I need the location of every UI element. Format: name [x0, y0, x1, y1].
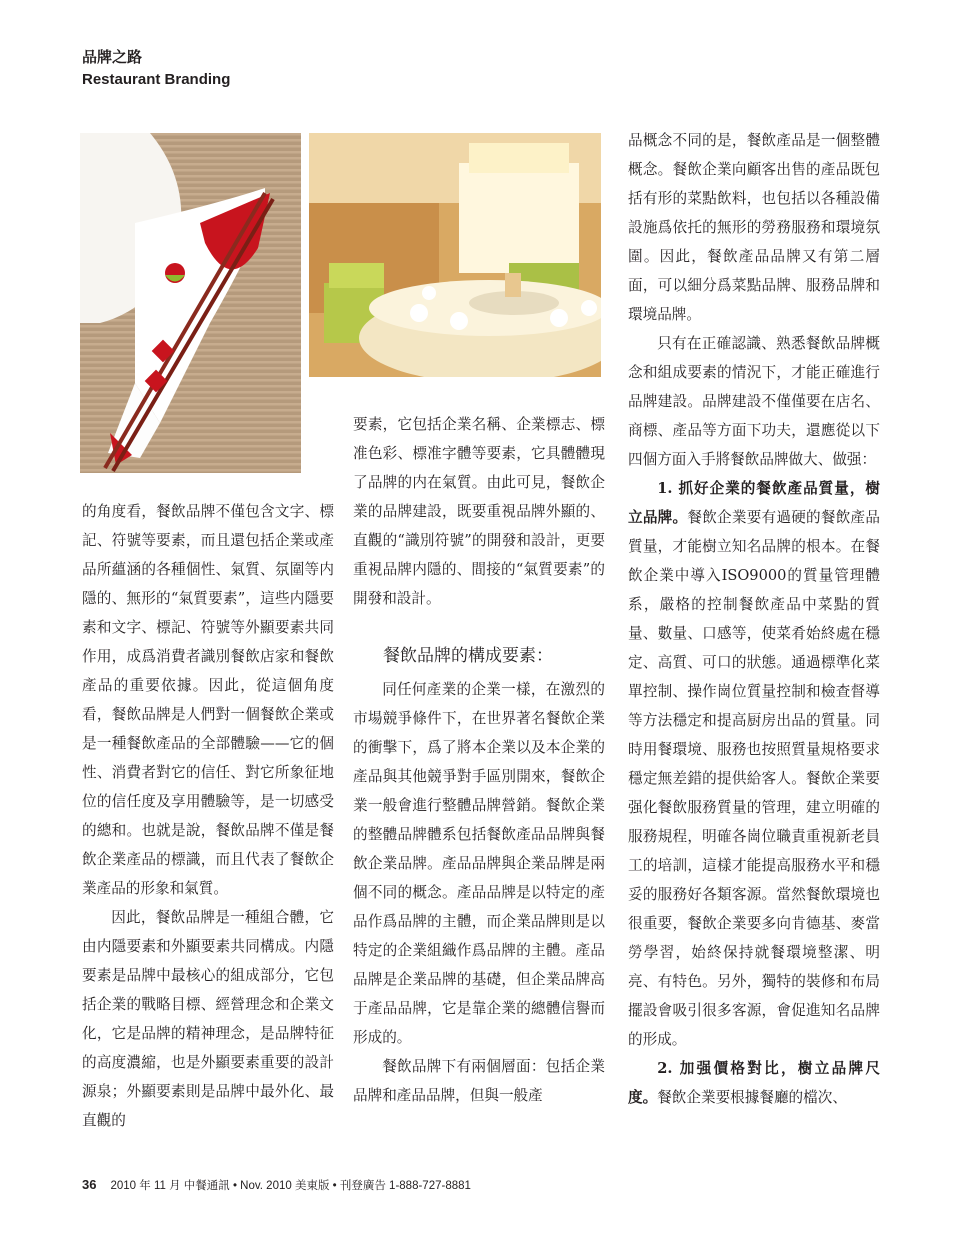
chopsticks-photo — [80, 133, 301, 473]
column-3 — [628, 126, 880, 1112]
col2-paragraph-1: 要素，它包括企業名稱、企業標志、標准色彩、標准字體等要素，它具體體現了品牌的内在氣質。由此可見，餐飲企業的品牌建設，既要重視品牌外顯的、直觀的“識別符號”的開發和設計，更要重視品牌内隱的、間接的“氣質要素”的開發和設計。 — [353, 416, 605, 607]
col3-subheading-2: 2. 加强價格對比，樹立品牌尺度。 — [628, 1060, 880, 1106]
column-2 — [353, 410, 605, 1110]
chopsticks-photo-image — [80, 133, 301, 473]
col3-paragraph-3-body: 餐飲企業要有過硬的餐飲產品質量，才能樹立知名品牌的根本。在餐飲企業中導入ISO9000的質量管理體系，嚴格的控制餐飲產品中菜點的質量、數量、口感等，使菜肴始終處在穩定、高質、可口的狀態。通過標準化菜單控制、操作崗位質量控制和檢查督導等方法穩定和提高厨房出品的質量。同時用餐環境、服務也按照質量規格要求穩定無差錯的提供給客人。餐飲企業要强化餐飲服務質量的管理，建立明確的服務規程，明確各崗位職責重視新老員工的培訓，這樣才能提高服務水平和穩妥的服務好各類客源。當然餐飲環境也很重要，餐飲企業要多向肯德基、麥當勞學習，始終保持就餐環境整潔、明亮、有特色。另外，獨特的裝修和布局擺設會吸引很多客源，會促進知名品牌的形成。 — [628, 509, 880, 1048]
section-title-en: Restaurant Branding — [82, 71, 231, 88]
col3-paragraph-2: 只有在正確認識、熟悉餐飲品牌概念和組成要素的情況下，才能正確進行品牌建設。品牌建設不僅僅要在店名、商標、產品等方面下功夫，還應從以下四個方面入手將餐飲品牌做大、做强： — [628, 335, 880, 468]
col3-paragraph-4 — [628, 1054, 880, 1112]
footer-text: 2010 年 11 月 中餐通訊 • Nov. 2010 美東版 • 刊登廣告 1-888-727-8881 — [110, 1180, 471, 1192]
dining-room-photo-image — [309, 133, 601, 377]
col1-paragraph-1: 的角度看，餐飲品牌不僅包含文字、標記、符號等要素，而且還包括企業或產品所蘊涵的各種個性、氣質、氛圍等内隱的、無形的“氣質要素”，這些内隱要素和文字、標記、符號等外顯要素共同作用，成爲消費者識別餐飲店家和餐飲產品的重要依據。因此，從這個角度看，餐飲品牌是人們對一個餐飲企業或是一種餐飲產品的全部體驗——它的個性、消費者對它的信任、對它所象征地位的信任度及享用體驗等，是一切感受的總和。也就是說，餐飲品牌不僅是餐飲企業產品的標識，而且代表了餐飲企業產品的形象和氣質。 — [82, 503, 334, 897]
col1-paragraph-2: 因此，餐飲品牌是一種組合體，它由内隱要素和外顯要素共同構成。内隱要素是品牌中最核心的組成部分，它包括企業的戰略目標、經營理念和企業文化，它是品牌的精神理念，是品牌特征的高度濃縮，也是外顯要素重要的設計源泉；外顯要素則是品牌中最外化、最直觀的 — [82, 909, 334, 1129]
column-1 — [82, 497, 334, 1135]
col2-paragraph-3: 餐飲品牌下有兩個層面：包括企業品牌和產品品牌，但與一般產 — [353, 1058, 605, 1104]
col3-paragraph-3 — [628, 474, 880, 1054]
page-footer — [82, 1177, 471, 1193]
dining-room-photo — [309, 133, 601, 377]
page-number: 36 — [82, 1177, 97, 1192]
col2-section-heading: 餐飲品牌的構成要素： — [383, 646, 553, 666]
col3-paragraph-4-body: 餐飲企業要根據餐廳的檔次、 — [657, 1089, 847, 1106]
col2-paragraph-2: 同任何產業的企業一樣，在激烈的市場競爭條件下，在世界著名餐飲企業的衝擊下，爲了將本企業以及本企業的產品與其他競爭對手區別開來，餐飲企業一般會進行整體品牌營銷。餐飲企業的整體品牌體系包括餐飲產品品牌與餐飲企業品牌。產品品牌與企業品牌是兩個不同的概念。產品品牌是以特定的產品作爲品牌的主體，而企業品牌則是以特定的企業組織作爲品牌的主體。產品品牌是企業品牌的基礎，但企業品牌高于產品品牌，它是靠企業的總體信譽而形成的。 — [353, 681, 605, 1046]
section-title-zh: 品牌之路 — [82, 48, 143, 66]
col3-subheading-1: 1. 抓好企業的餐飲產品質量，樹立品牌。 — [628, 480, 880, 526]
col3-paragraph-1: 品概念不同的是，餐飲產品是一個整體概念。餐飲企業向顧客出售的產品既包括有形的菜點飲料，也包括以各種設備設施爲依托的無形的勞務服務和環境氛圍。因此，餐飲產品品牌又有第二層面，可以細分爲菜點品牌、服務品牌和環境品牌。 — [628, 132, 880, 323]
